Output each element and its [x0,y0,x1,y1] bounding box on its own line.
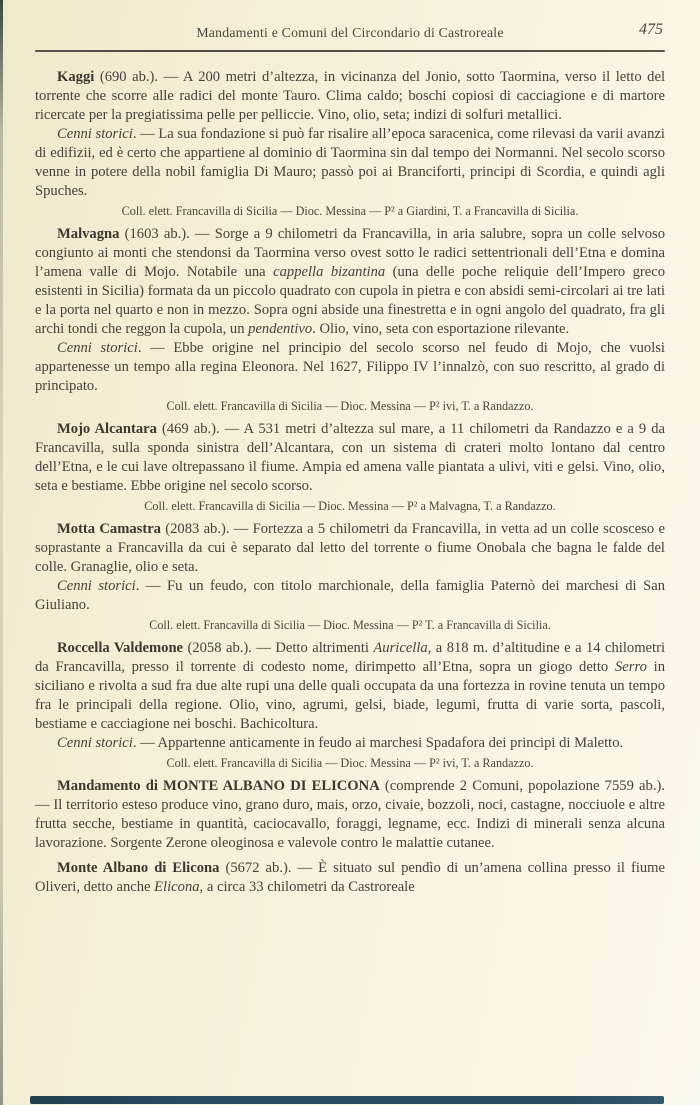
commune-entry-paragraph [35,777,665,853]
text-run: Coll. elett. Francavilla di Sicilia — Dioc. Messina — P² T. a Francavilla di Sicilia. [149,618,551,632]
text-run: (5672 ab.). — È situato sul pendìo di un’amena collina presso il fiume Oliveri, detto anche [35,860,665,895]
italic-term: Serro [614,659,647,675]
text-run: . — La sua fondazione si può far risalire all’epoca saracenica, come rilevasi da varii avanzi di edifizii, ed è certo che appartiene al dominio di Taormina sin dal tempo dei Normanni. Nel secolo scorso venne in potere della nobil famiglia Di Mauro; passò poi ai Branciforti, principi di Scordia, e quindi agli Spuches. [35,126,665,199]
text-run: Coll. elett. Francavilla di Sicilia — Dioc. Messina — P² a Malvagna, T. a Randazzo. [144,499,556,513]
header-rule [35,50,665,52]
text-run: (una delle poche reliquie dell’Impero greco esistenti in Sicilia) formata da un piccolo quadrato con cupola in pietra e con absidi semi-circolari ai tre lati e la porta nel quarto e non in mezzo. Sopra ogni abside una finestretta e in ogni angolo del quadrato, fra gli archi tondi che reggon la cupola, un [35,264,665,337]
running-title: Mandamenti e Comuni del Circondario di Castroreale [196,25,504,40]
text-run: Coll. elett. Francavilla di Sicilia — Dioc. Messina — P² a Giardini, T. a Francavilla di Sicilia. [121,204,579,218]
page-number: 475 [639,21,663,38]
italic-term: Elicona [154,879,200,895]
entry-name: Mandamento di MONTE ALBANO DI ELICONA [57,778,380,794]
italic-term: cappella bizantina [273,264,386,280]
scan-left-edge-shadow [0,0,3,1105]
coll-elett-note [35,618,665,633]
italic-term: Cenni storici [57,735,133,751]
text-run: , a 818 m. d’altitudine e a 14 chilometri da Francavilla, presso il torrente di codesto nome, dirimpetto all’Etna, sopra un giogo detto [35,640,665,675]
text-run: . — Ebbe origine nel principio del secolo scorso nel feudo di Mojo, che vuolsi appartenesse un tempo alla regina Eleonora. Nel 1627, Filippo IV l’innalzò, con suo rescritto, al grado di principato. [35,340,665,394]
text-run: (690 ab.). — A 200 metri d’altezza, in vicinanza del Jonio, sotto Taormina, verso il letto del torrente che scorre alle radici del monte Tauro. Clima caldo; boschi copiosi di cacciagione e di martore ricercate per la pregiatissima pelle per pelliccie. Vino, olio, seta; indizi di solfuri metallici. [35,69,665,123]
cenni-storici-paragraph [35,125,665,201]
text-run: (469 ab.). — A 531 metri d’altezza sul mare, a 11 chilometri da Randazzo e a 9 da Francavilla, sulla sponda sinistra dell’Alcantara, con un sistema di crateri molto lontano dal centro dell’Etna, e le cui lave oltrepassano il fiume. Ampia ed amena valle piantata a ulivi, viti e gelsi. Vino, olio, seta e bestiame. Ebbe origine nel secolo scorso. [35,421,665,494]
coll-elett-note [35,204,665,219]
text-run: (2083 ab.). — Fortezza a 5 chilometri da Francavilla, in vetta ad un colle scosceso e soprastante a Francavilla da cui è separato dal letto del torrente o fiume Onobala che bagna le falde del colle. Granaglie, olio e seta. [35,521,665,575]
page-header [35,0,665,41]
commune-entry-paragraph [35,520,665,577]
entry-name: Roccella Valdemone [57,640,184,656]
italic-term: Cenni storici [57,340,138,356]
scan-bottom-edge-shadow [30,1096,664,1104]
text-run: (1603 ab.). — Sorge a 9 chilometri da Francavilla, in aria salubre, sopra un colle selvoso congiunto ai monti che stendonsi da Taormina verso ovest sotto le radici settentrionali dell’Etna e domina l’amena valle di Mojo. Notabile una [35,226,665,280]
entry-name: Mojo Alcantara [57,421,157,437]
text-run: Coll. elett. Francavilla di Sicilia — Dioc. Messina — P² ivi, T. a Randazzo. [166,756,534,770]
text-run: (comprende 2 Comuni, popolazione 7559 ab.). — Il territorio esteso produce vino, grano duro, mais, orzo, civaie, bozzoli, noci, castagne, nocciuole e altre frutta secche, bestiame in quantità, caciocavallo, foraggi, legname, ecc. Indizi di minerali senza alcuna lavorazione. Sorgente Zerone oleoginosa e valevole contro le malattie cutanee. [35,778,665,851]
cenni-storici-paragraph [35,577,665,615]
italic-term: Cenni storici [57,126,133,142]
entry-name: Malvagna [57,226,120,242]
italic-term: Auricella [373,640,428,656]
commune-entry-paragraph [35,225,665,339]
text-run: . Olio, vino, seta con esportazione rilevante. [312,321,570,337]
commune-entry-paragraph [35,68,665,125]
coll-elett-note [35,756,665,771]
text-run: (2058 ab.). — Detto altrimenti [183,640,374,656]
commune-entry-paragraph [35,420,665,496]
italic-term: pendentivo [248,321,313,337]
italic-term: Cenni storici [57,578,136,594]
commune-entry-paragraph [35,639,665,734]
cenni-storici-paragraph [35,339,665,396]
commune-entry-paragraph [35,859,665,897]
page-body [35,68,665,897]
entry-name: Kaggi [57,69,95,85]
text-run: in siciliano e rivolta a sud fra due alte rupi una delle quali occupata da una fortezza in rovine tenuta un tempo fra le principali della regione. Olio, vino, agrumi, gelsi, biade, legumi, frutta di varie sorta, pascoli, bestiame e cacciagione nei boschi. Bachicoltura. [35,659,666,732]
text-run: . — Fu un feudo, con titolo marchionale, della famiglia Paternò dei marchesi di San Giuliano. [35,578,666,613]
entry-name: Motta Camastra [57,521,161,537]
text-run: , a circa 33 chilometri da Castroreale [199,879,415,895]
cenni-storici-paragraph [35,734,665,753]
text-run: Coll. elett. Francavilla di Sicilia — Dioc. Messina — P² ivi, T. a Randazzo. [166,399,534,413]
coll-elett-note [35,399,665,414]
entry-name: Monte Albano di Elicona [57,860,220,876]
coll-elett-note [35,499,665,514]
text-run: . — Appartenne anticamente in feudo ai marchesi Spadafora dei principi di Maletto. [132,735,624,751]
